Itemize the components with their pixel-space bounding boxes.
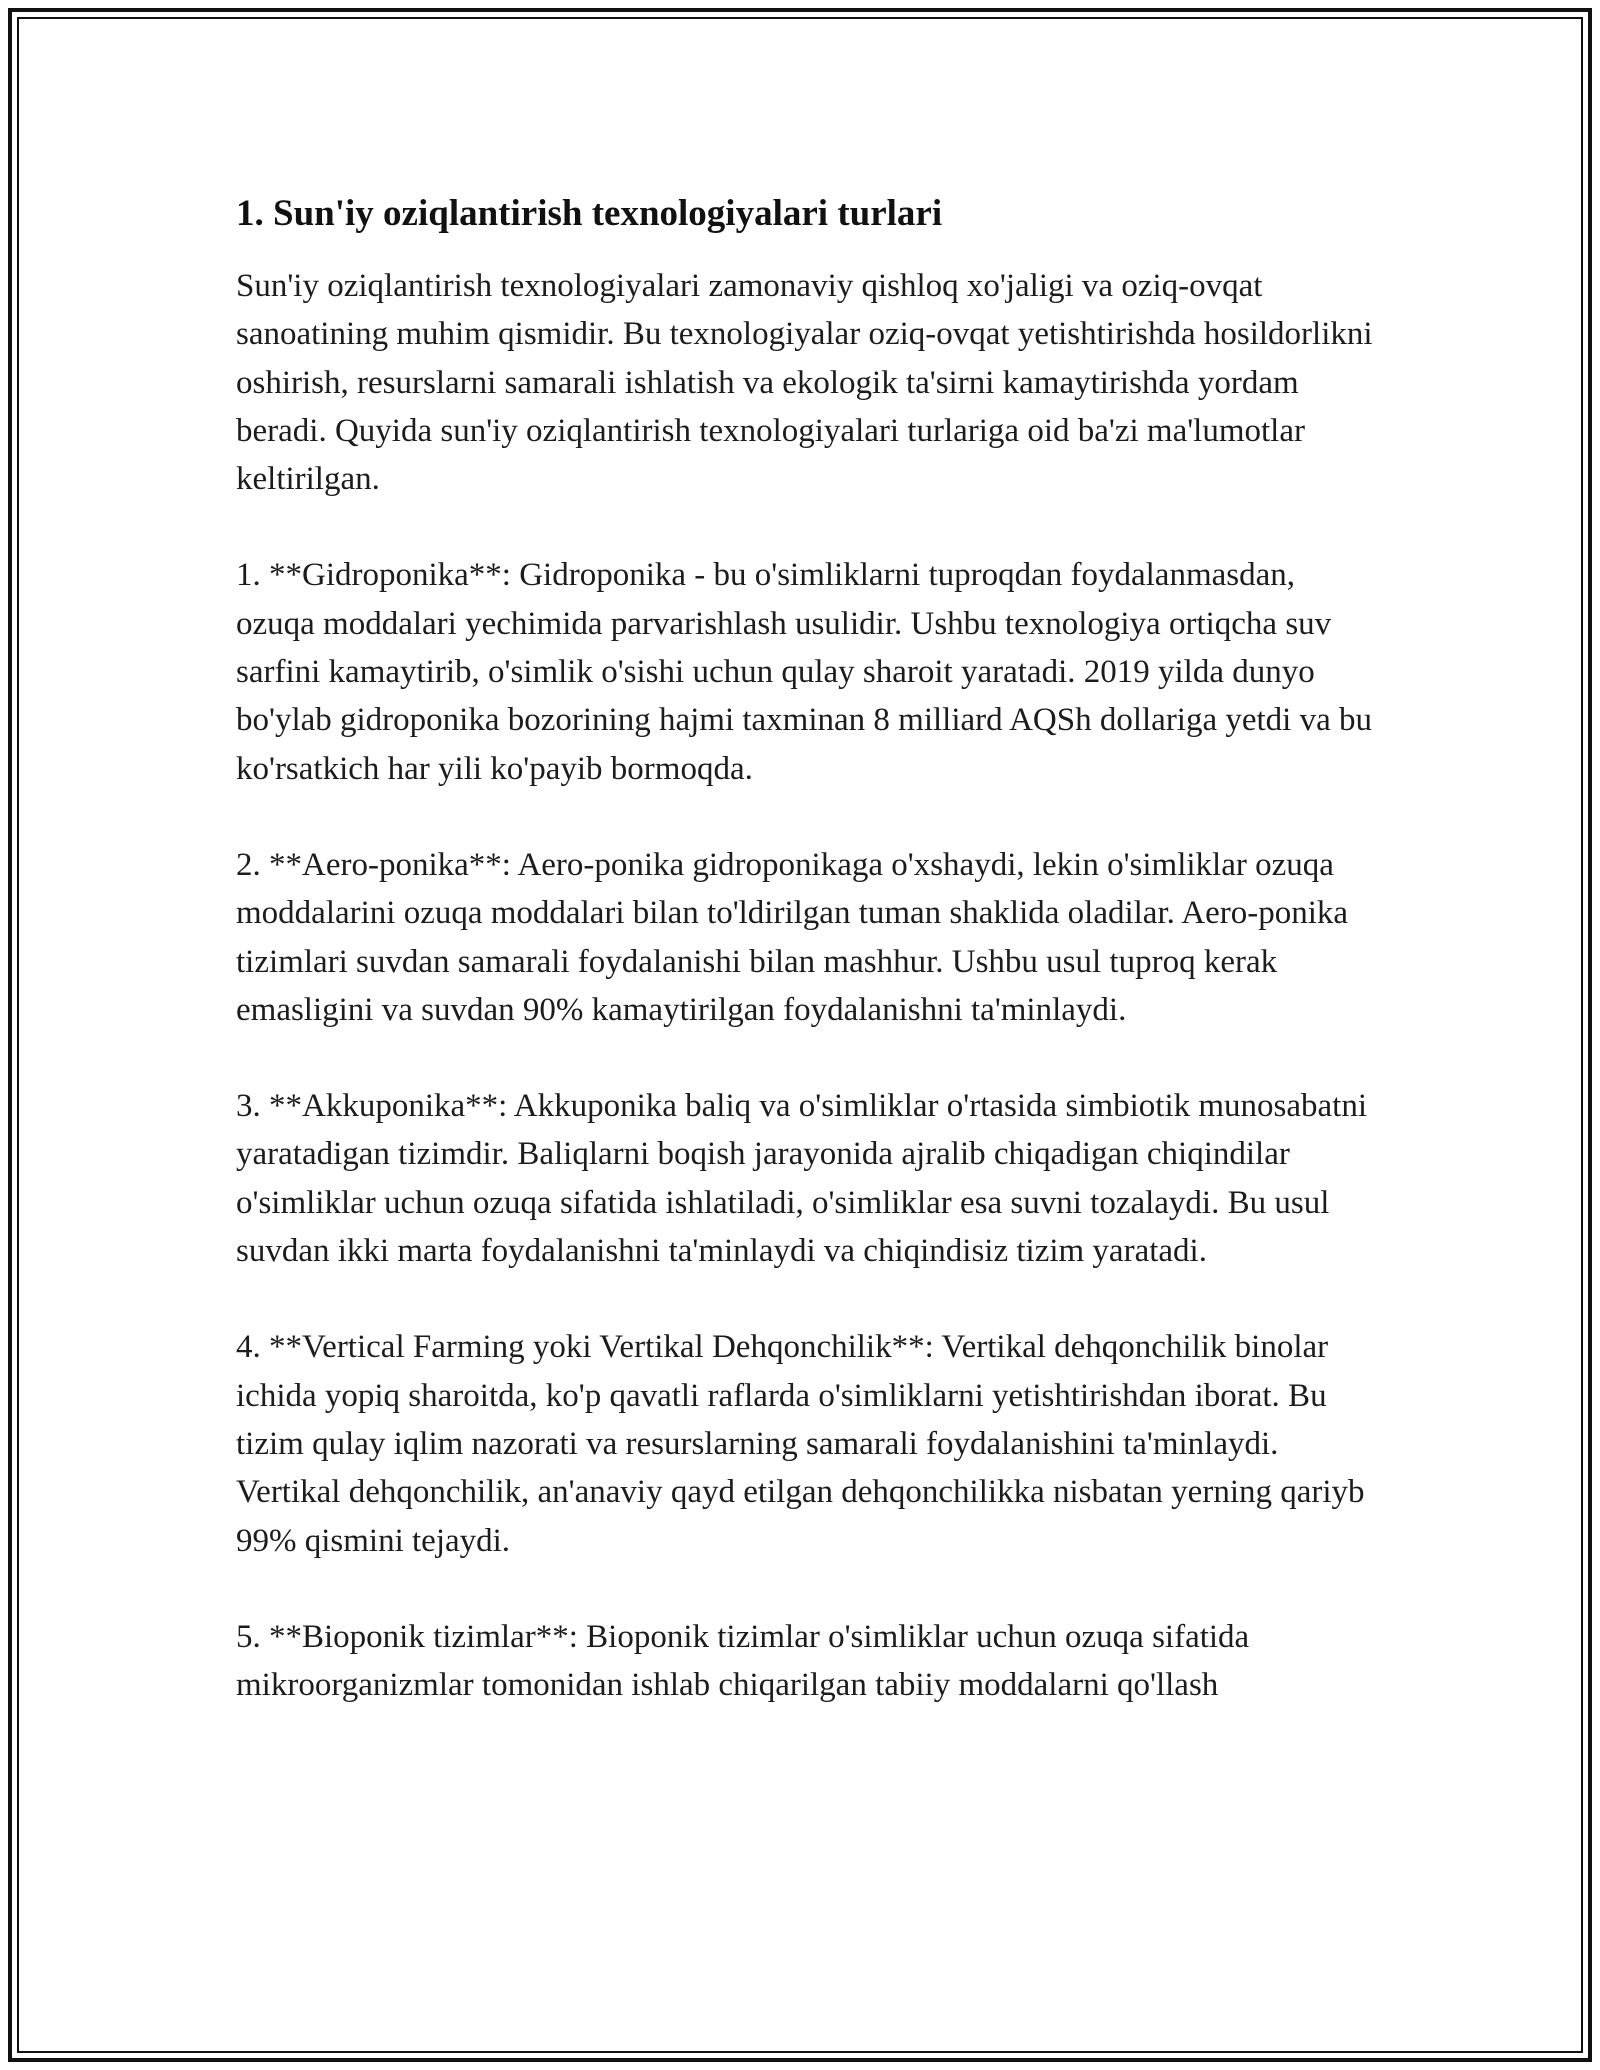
intro-paragraph: Sun'iy oziqlantirish texnologiyalari zamonaviy qishloq xo'jaligi va oziq-ovqat sanoatining muhim qismidir. Bu texnologiyalar oziq-ovqat yetishtirishda hosildorlikni oshirish, resurslarni samarali ishlatish va ekologik ta'sirni kamaytirishda yordam beradi. Quyida sun'iy oziqlantirish texnologiyalari turlariga oid ba'zi ma'lumotlar keltirilgan.: [236, 268, 1373, 498]
section-heading: 1. Sun'iy oziqlantirish texnologiyalari turlari: [236, 193, 943, 234]
item-gidroponika: 1. **Gidroponika**: Gidroponika - bu o'simliklarni tuproqdan foydalanmasdan, ozuqa moddalari yechimida parvarishlash usulidir. Ushbu texnologiya ortiqcha suv sarfini kamaytirib, o'simlik o'sishi uchun qulay sharoit yaratadi. 2019 yilda dunyo bo'ylab gidroponika bozorining hajmi taxminan 8 milliard AQSh dollariga yetdi va bu ko'rsatkich har yili ko'payib bormoqda.: [236, 557, 1373, 787]
item-aero-ponika: 2. **Aero-ponika**: Aero-ponika gidroponikaga o'xshaydi, lekin o'simliklar ozuqa moddalarini ozuqa moddalari bilan to'ldirilgan tuman shaklida oladilar. Aero-ponika tizimlari suvdan samarali foydalanishi bilan mashhur. Ushbu usul tuproq kerak emasligini va suvdan 90% kamaytirilgan foydalanishni ta'minlaydi.: [236, 846, 1349, 1028]
item-vertikal-dehqonchilik: 4. **Vertical Farming yoki Vertikal Dehqonchilik**: Vertikal dehqonchilik binolar ichida yopiq sharoitda, ko'p qavatli raflarda o'simliklarni yetishtirishdan iborat. Bu tizim qulay iqlim nazorati va resurslarning samarali foydalanishini ta'minlaydi. Vertikal dehqonchilik, an'anaviy qayd etilgan dehqonchilikka nisbatan yerning qariyb 99% qismini tejaydi.: [236, 1329, 1365, 1559]
document-body: [236, 188, 1376, 1757]
item-akkuponika: 3. **Akkuponika**: Akkuponika baliq va o'simliklar o'rtasida simbiotik munosabatni yaratadigan tizimdir. Baliqlarni boqish jarayonida ajralib chiqadigan chiqindilar o'simliklar uchun ozuqa sifatida ishlatiladi, o'simliklar esa suvni tozalaydi. Bu usul suvdan ikki marta foydalanishni ta'minlaydi va chiqindisiz tizim yaratadi.: [236, 1088, 1368, 1270]
item-bioponik-tizimlar: 5. **Bioponik tizimlar**: Bioponik tizimlar o'simliklar uchun ozuqa sifatida mikroorganizmlar tomonidan ishlab chiqarilgan tabiiy moddalarni qo'llash: [236, 1618, 1250, 1704]
